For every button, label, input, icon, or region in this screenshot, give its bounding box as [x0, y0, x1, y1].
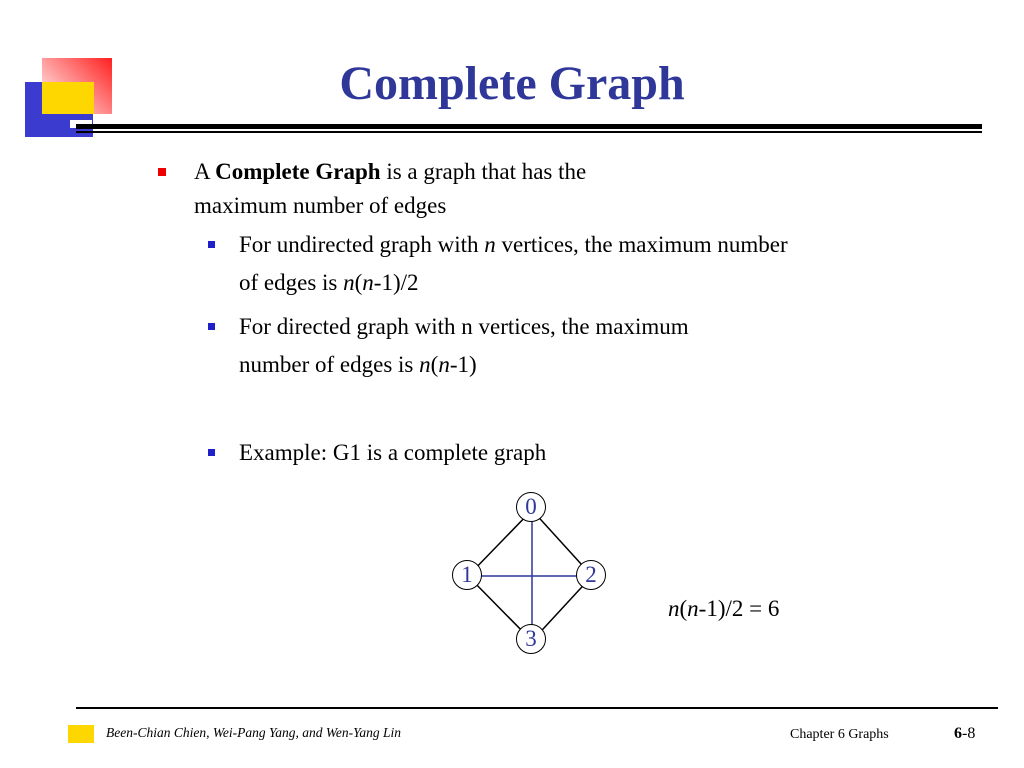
complete-graph-g1: [440, 484, 640, 664]
footer-authors: Been-Chian Chien, Wei-Pang Yang, and Wen-Yang Lin: [106, 725, 402, 740]
bullet-line-2: maximum number of edges: [194, 193, 447, 218]
sub-bullet-square-icon: [208, 323, 215, 330]
bullet-complete-graph: [194, 155, 586, 223]
sub-bullet-directed: [239, 308, 689, 384]
footer-rule: [76, 707, 998, 709]
bold-term: Complete Graph: [215, 159, 381, 184]
footer-chapter: Chapter 6 Graphs: [790, 727, 889, 742]
sub-bullet-line-2: of edges is n(n-1)/2: [239, 270, 419, 295]
sub-bullet-line-2: number of edges is n(n-1): [239, 352, 477, 377]
graph-node-1: 1: [452, 560, 482, 590]
sub-bullet-undirected: [239, 226, 788, 302]
edge-count-formula: n(n-1)/2 = 6: [668, 596, 780, 621]
title-rule-thick: [76, 124, 982, 129]
sub-bullet-line-1: For undirected graph with n vertices, the maximum number: [239, 232, 788, 257]
sub-bullet-line-1: For directed graph with n vertices, the maximum: [239, 314, 689, 339]
sub-bullet-example: [239, 434, 546, 472]
slide-title: Complete Graph: [339, 57, 685, 110]
graph-node-2: 2: [576, 560, 606, 590]
bullet-line-1: A Complete Graph is a graph that has the: [194, 159, 587, 184]
sub-bullet-square-icon: [208, 241, 215, 248]
graph-node-0: 0: [516, 492, 546, 522]
sub-bullet-line-1: Example: G1 is a complete graph: [239, 440, 547, 465]
footer-page-number: 6-8: [954, 725, 976, 742]
footer-yellow-box: [68, 725, 94, 743]
bullet-square-icon: [158, 168, 166, 176]
sub-bullet-square-icon: [208, 449, 215, 456]
title-rule-thin: [76, 131, 982, 133]
graph-node-3: 3: [516, 624, 546, 654]
